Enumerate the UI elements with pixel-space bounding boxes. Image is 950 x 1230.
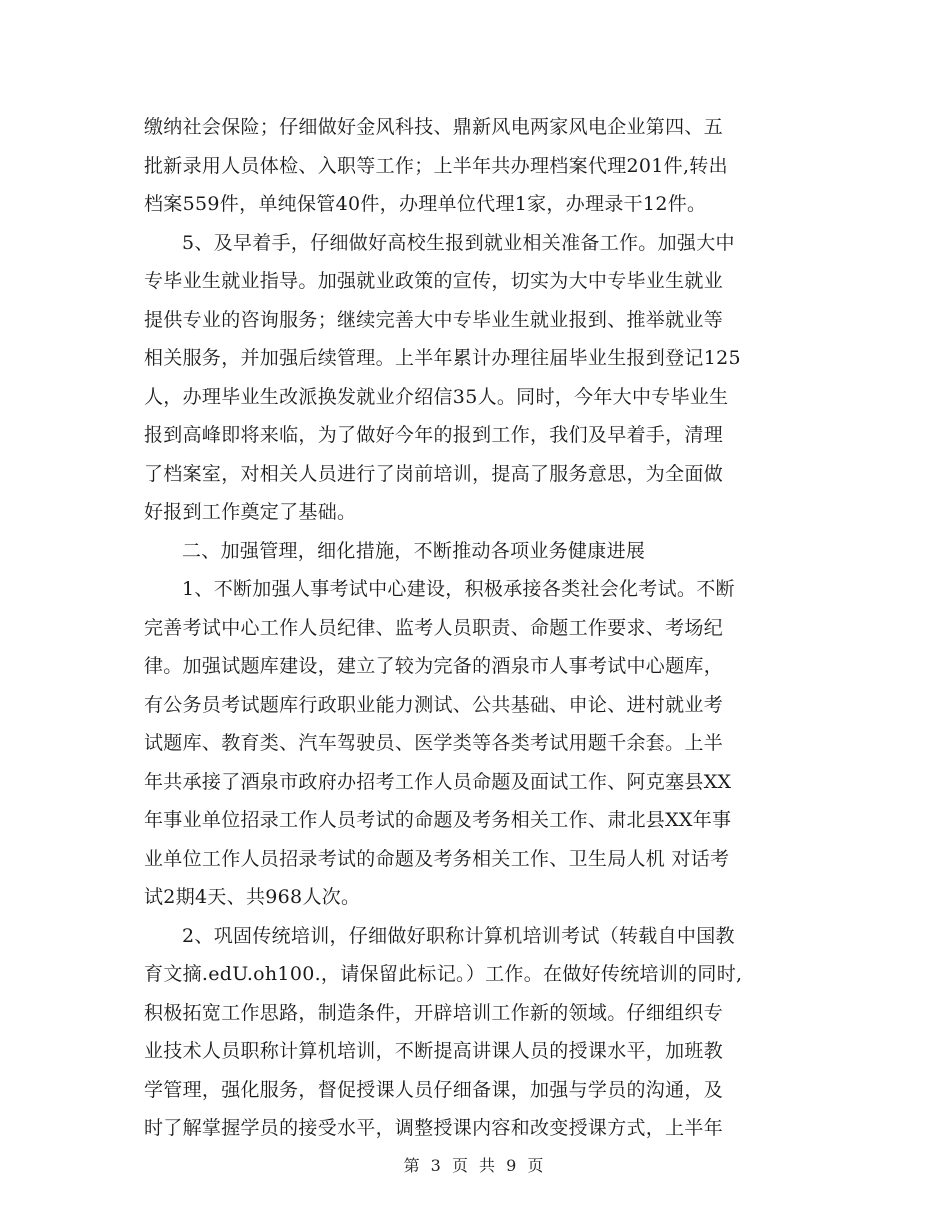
text-line: 人，办理毕业生改派换发就业介绍信35人。同时，今年大中专毕业生 [144, 385, 729, 408]
text-line: 业单位工作人员招录考试的命题及考务相关工作、卫生局人机 对话考 [144, 847, 730, 870]
text-line: 有公务员考试题库行政职业能力测试、公共基础、申论、进村就业考 [144, 693, 724, 716]
text-line: 提供专业的咨询服务；继续完善大中专毕业生就业报到、推举就业等 [144, 308, 724, 331]
text-line: 相关服务，并加强后续管理。上半年累计办理往届毕业生报到登记125 [144, 347, 741, 369]
paragraph-start: 2、巩固传统培训，仔细做好职称计算机培训考试（转载自中国教 [182, 924, 735, 947]
text-line: 了档案室，对相关人员进行了岗前培训，提高了服务意思，为全面做 [144, 462, 724, 485]
text-line: 专毕业生就业指导。加强就业政策的宣传，切实为大中专毕业生就业 [144, 270, 724, 292]
text-line: 缴纳社会保险；仔细做好金风科技、鼎新风电两家风电企业第四、五 [144, 116, 724, 138]
text-line: 育文摘.edU.oh100.，请保留此标记。）工作。在做好传统培训的同时, [144, 963, 743, 985]
text-line: 档案559件，单纯保管40件，办理单位代理1家，办理录干12件。 [144, 193, 707, 215]
text-line: 好报到工作奠定了基础。 [144, 501, 357, 523]
page-number-footer: 第 3 页 共 9 页 [403, 1156, 547, 1175]
text-line: 完善考试中心工作人员纪律、监考人员职责、命题工作要求、考场纪 [144, 616, 724, 639]
text-line: 年事业单位招录工作人员考试的命题及考务相关工作、肃北县XX年事 [144, 809, 732, 831]
text-line: 业技术人员职称计算机培训，不断提高讲课人员的授课水平，加班教 [144, 1040, 724, 1062]
section-heading: 二、加强管理，细化措施，不断推动各项业务健康进展 [182, 539, 646, 562]
text-line: 时了解掌握学员的接受水平，调整授课内容和改变授课方式，上半年 [144, 1117, 724, 1139]
text-line: 积极拓宽工作思路，制造条件，开辟培训工作新的领域。仔细组织专 [144, 1001, 724, 1024]
text-line: 报到高峰即将来临，为了做好今年的报到工作，我们及早着手，清理 [144, 424, 724, 446]
text-line: 批新录用人员体检、入职等工作；上半年共办理档案代理201件,转出 [144, 154, 728, 177]
text-line: 试2期4天、共968人次。 [144, 886, 361, 908]
text-line: 律。加强试题库建设，建立了较为完备的酒泉市人事考试中心题库， [144, 655, 724, 677]
text-line: 试题库、教育类、汽车驾驶员、医学类等各类考试用题千余套。上半 [144, 732, 724, 754]
text-line: 年共承接了酒泉市政府办招考工作人员命题及面试工作、阿克塞县XX [144, 770, 732, 793]
body-text [144, 108, 804, 1148]
paragraph-start: 1、不断加强人事考试中心建设，积极承接各类社会化考试。不断 [182, 578, 735, 600]
text-line: 学管理，强化服务，督促授课人员仔细备课，加强与学员的沟通，及 [144, 1078, 724, 1101]
paragraph-start: 5、及早着手，仔细做好高校生报到就业相关准备工作。加强大中 [182, 231, 735, 254]
